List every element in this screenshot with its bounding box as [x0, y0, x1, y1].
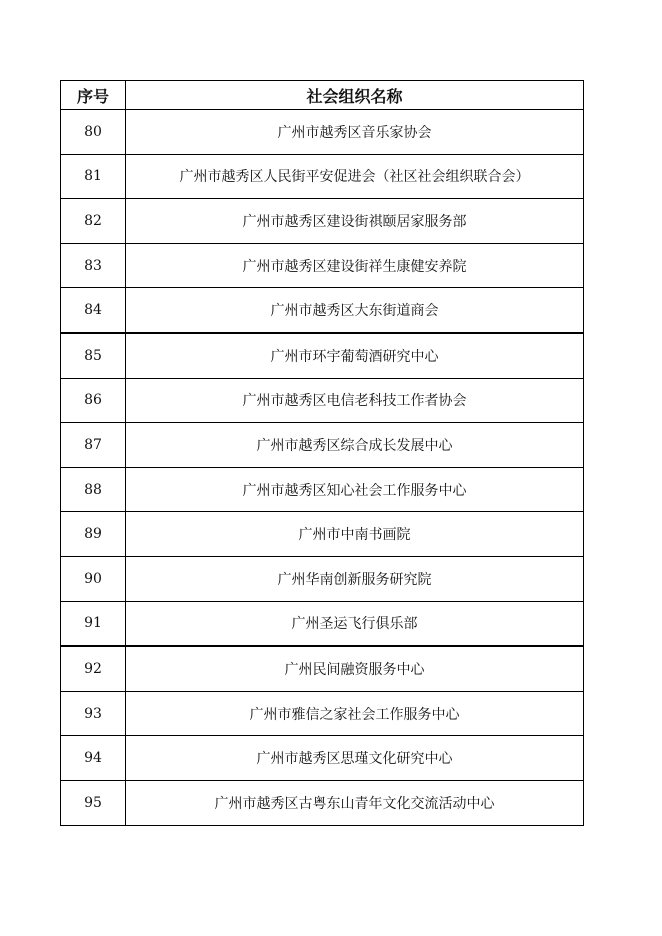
row-organization-name: 广州市越秀区综合成长发展中心: [126, 423, 584, 468]
organization-table: [60, 80, 584, 826]
table-row: [61, 110, 584, 155]
table-row: [61, 780, 584, 825]
table-row: [61, 736, 584, 781]
table-body: [61, 110, 584, 826]
row-number: 91: [61, 601, 126, 646]
row-organization-name: 广州市雅信之家社会工作服务中心: [126, 691, 584, 736]
table-row: [61, 646, 584, 691]
row-number: 85: [61, 333, 126, 378]
row-organization-name: 广州市越秀区建设街祥生康健安养院: [126, 243, 584, 288]
row-organization-name: 广州市中南书画院: [126, 512, 584, 557]
row-number: 90: [61, 556, 126, 601]
table-row: [61, 691, 584, 736]
row-organization-name: 广州市越秀区电信老科技工作者协会: [126, 378, 584, 423]
table-row: [61, 333, 584, 378]
header-number: 序号: [61, 81, 126, 110]
table-row: [61, 601, 584, 646]
row-number: 86: [61, 378, 126, 423]
row-organization-name: 广州市越秀区建设街祺颐居家服务部: [126, 199, 584, 244]
row-number: 95: [61, 780, 126, 825]
table-row: [61, 556, 584, 601]
row-organization-name: 广州市越秀区大东街道商会: [126, 288, 584, 333]
row-organization-name: 广州市越秀区古粤东山青年文化交流活动中心: [126, 780, 584, 825]
row-number: 84: [61, 288, 126, 333]
row-number: 83: [61, 243, 126, 288]
row-number: 87: [61, 423, 126, 468]
row-number: 88: [61, 467, 126, 512]
table-row: [61, 243, 584, 288]
row-organization-name: 广州民间融资服务中心: [126, 646, 584, 691]
row-number: 94: [61, 736, 126, 781]
row-organization-name: 广州华南创新服务研究院: [126, 556, 584, 601]
row-organization-name: 广州市越秀区思瑾文化研究中心: [126, 736, 584, 781]
row-organization-name: 广州圣运飞行俱乐部: [126, 601, 584, 646]
row-organization-name: 广州市环宇葡萄酒研究中心: [126, 333, 584, 378]
row-number: 93: [61, 691, 126, 736]
table-row: [61, 154, 584, 199]
table-row: [61, 288, 584, 333]
header-organization-name: 社会组织名称: [126, 81, 584, 110]
row-number: 82: [61, 199, 126, 244]
table-header: [61, 81, 584, 110]
table-row: [61, 199, 584, 244]
table-row: [61, 378, 584, 423]
header-row: [61, 81, 584, 110]
row-number: 89: [61, 512, 126, 557]
row-number: 92: [61, 646, 126, 691]
table-row: [61, 423, 584, 468]
table-row: [61, 467, 584, 512]
row-organization-name: 广州市越秀区知心社会工作服务中心: [126, 467, 584, 512]
row-organization-name: 广州市越秀区人民街平安促进会（社区社会组织联合会）: [126, 154, 584, 199]
table-row: [61, 512, 584, 557]
row-number: 80: [61, 110, 126, 155]
row-number: 81: [61, 154, 126, 199]
row-organization-name: 广州市越秀区音乐家协会: [126, 110, 584, 155]
